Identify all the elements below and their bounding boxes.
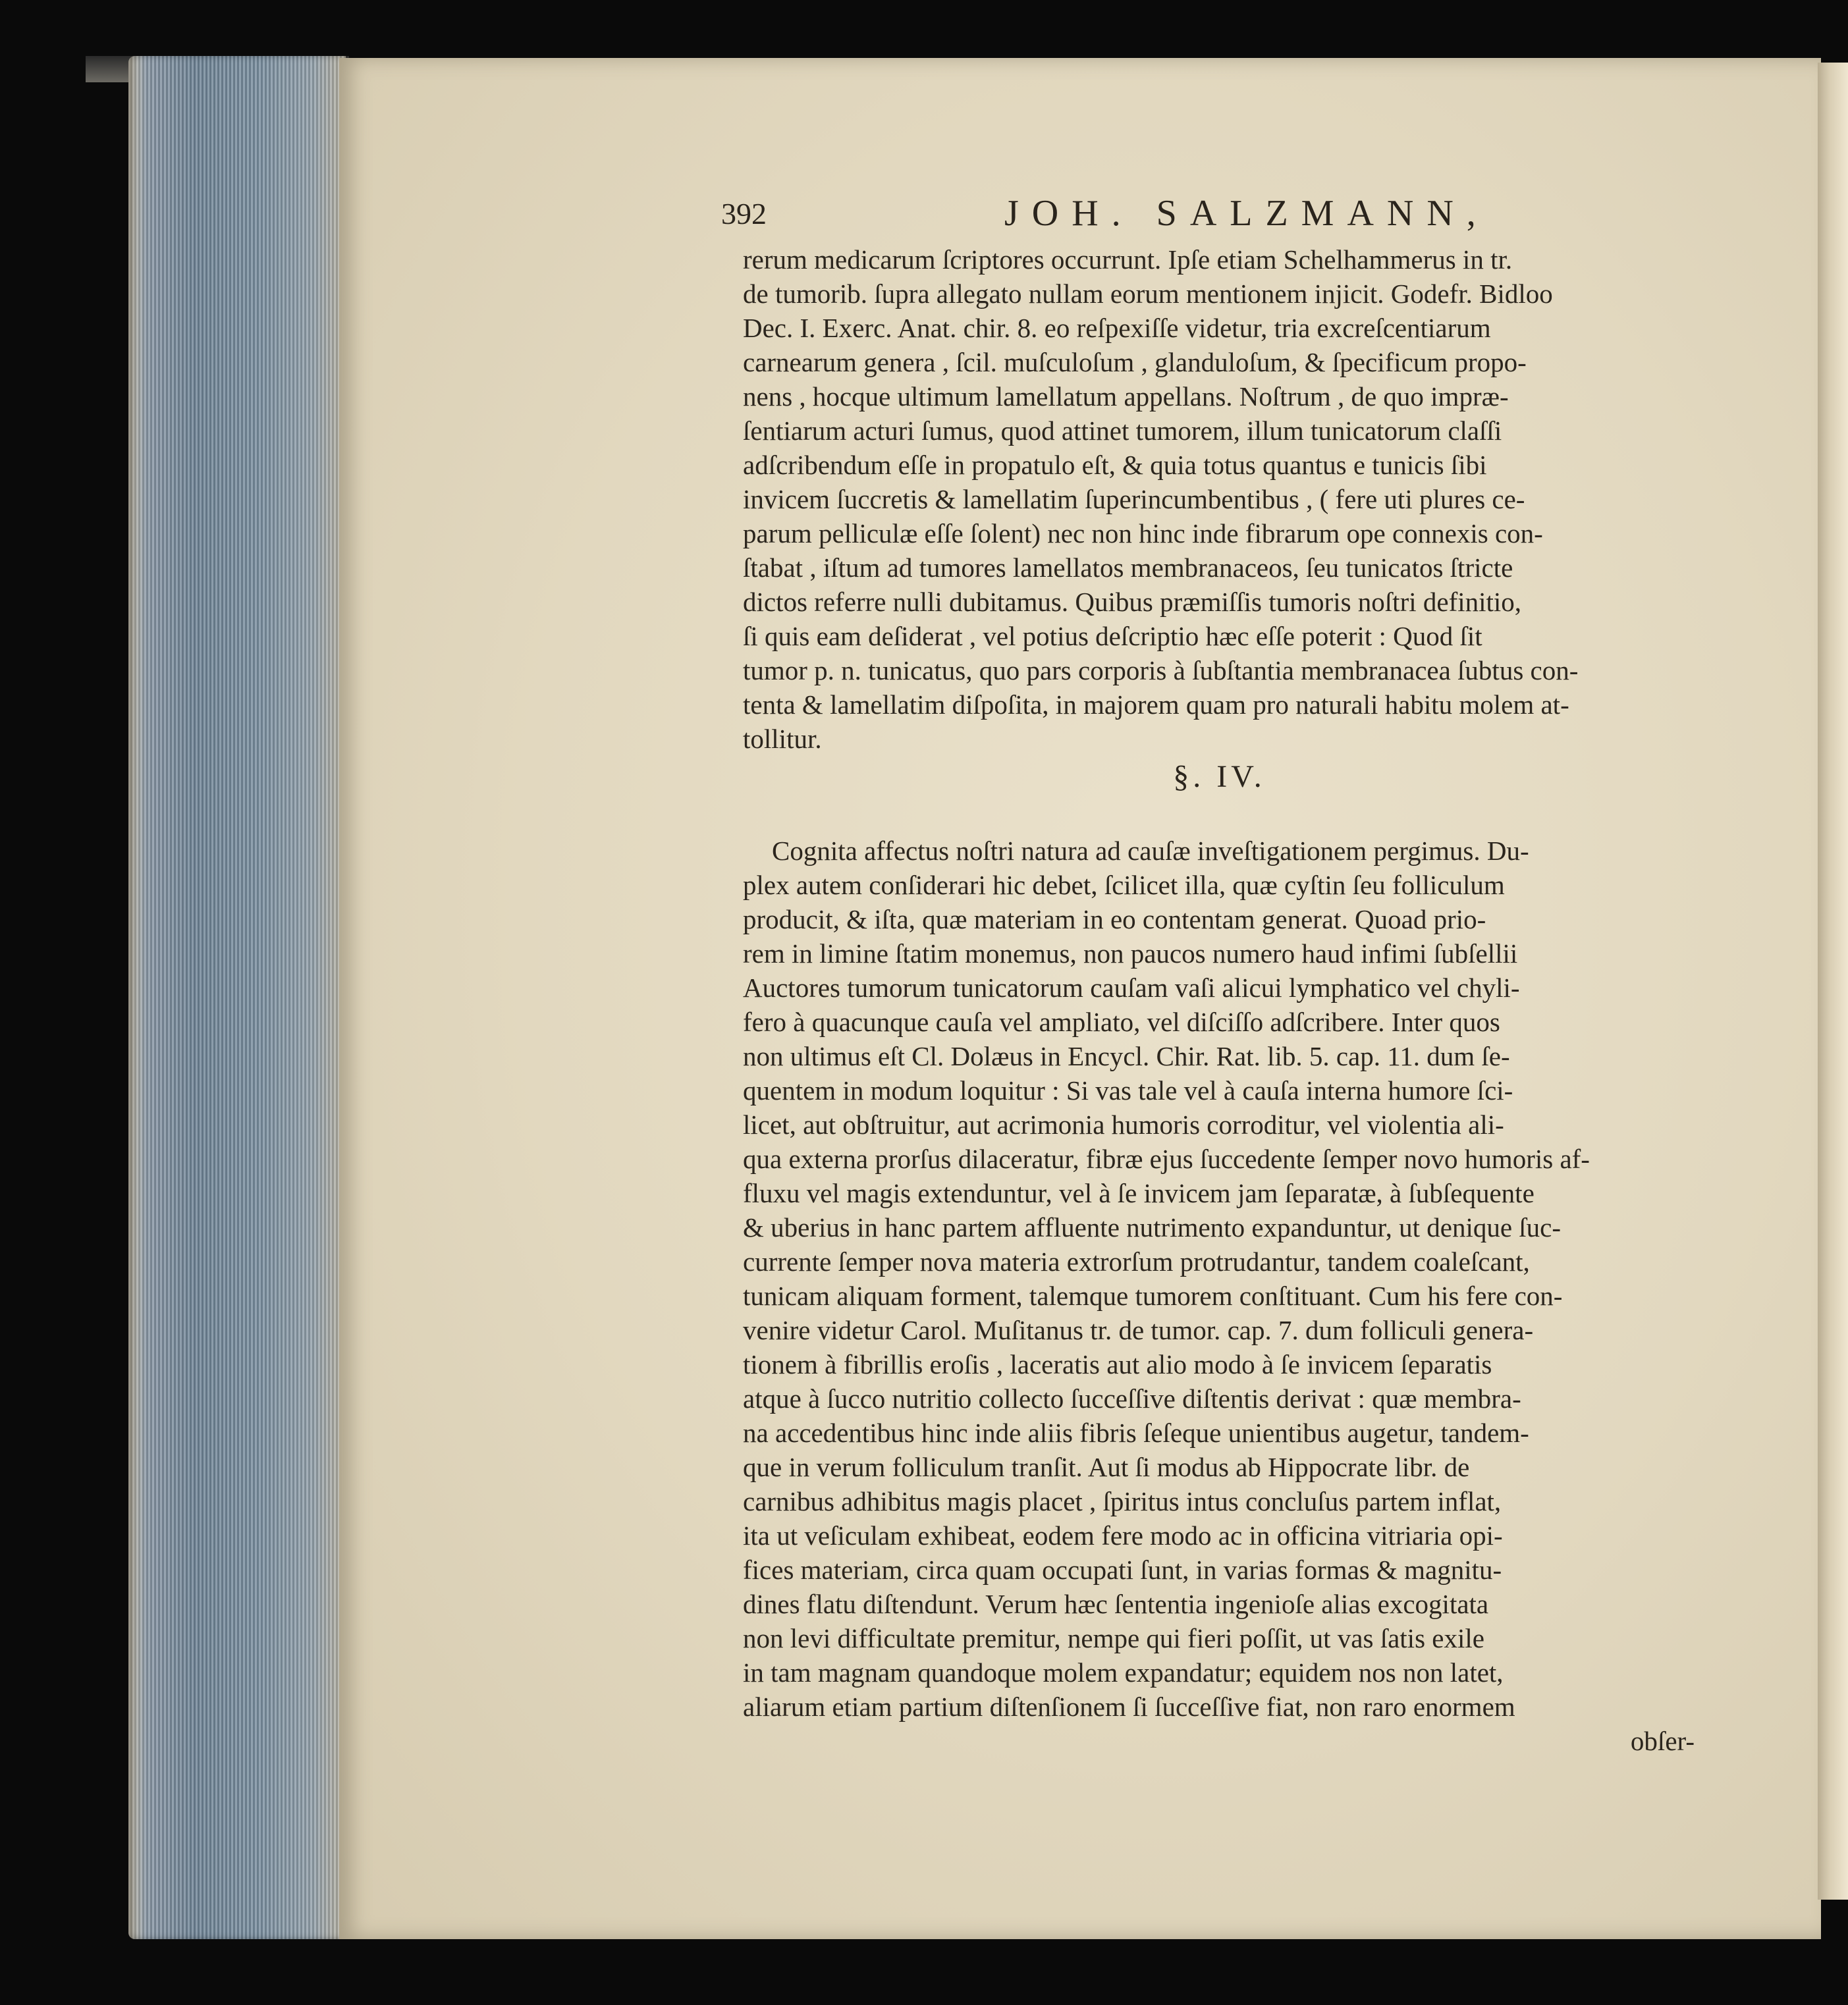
text-line: tenta & lamellatim diſpoſita, in majorem quam pro naturali habitu molem at- xyxy=(743,689,1569,720)
paragraph-1 xyxy=(743,242,1696,756)
text-line: in tam magnam quandoque molem expandatur; equidem nos non latet, xyxy=(743,1657,1504,1688)
text-line: que in verum folliculum tranſit. Aut ſi modus ab Hippocrate libr. de xyxy=(743,1452,1470,1482)
text-line: tumor p. n. tunicatus, quo pars corporis à ſubſtantia membranacea ſubtus con- xyxy=(743,655,1579,685)
text-line: non ultimus eſt Cl. Dolæus in Encycl. Chir. Rat. lib. 5. cap. 11. dum ſe- xyxy=(743,1041,1510,1071)
text-line: adſcribendum eſſe in propatulo eſt, & quia totus quantus e tunicis ſibi xyxy=(743,450,1487,480)
text-line: rerum medicarum ſcriptores occurrunt. Ipſe etiam Schelhammerus in tr. xyxy=(743,244,1513,275)
text-line: tunicam aliquam forment, talemque tumorem conſtituant. Cum his fere con- xyxy=(743,1281,1563,1311)
text-line: parum pelliculæ eſſe ſolent) nec non hinc inde fibrarum ope connexis con- xyxy=(743,518,1543,548)
paragraph-2 xyxy=(743,834,1696,1724)
text-line: quentem in modum loquitur : Si vas tale vel à cauſa interna humore ſci- xyxy=(743,1075,1513,1106)
body-text xyxy=(743,242,1696,1758)
page-header xyxy=(0,193,1848,242)
text-line: rem in limine ſtatim monemus, non paucos numero haud infimi ſubſellii xyxy=(743,938,1518,969)
text-line: Auctores tumorum tunicatorum cauſam vaſi alicui lymphatico vel chyli- xyxy=(743,973,1520,1003)
text-line: non levi difficultate premitur, nempe qui fieri poſſit, ut vas ſatis exile xyxy=(743,1623,1484,1653)
text-line: fluxu vel magis extenduntur, vel à ſe invicem jam ſeparatæ, à ſubſequente xyxy=(743,1178,1535,1208)
text-line: Dec. I. Exerc. Anat. chir. 8. eo reſpexiſſe videtur, tria excreſcentiarum xyxy=(743,313,1491,343)
text-line: carnearum genera , ſcil. muſculoſum , glanduloſum, & ſpecificum propo- xyxy=(743,347,1527,377)
text-line: invicem ſuccretis & lamellatim ſuperincumbentibus , ( fere uti plures ce- xyxy=(743,484,1525,514)
text-line: venire videtur Carol. Muſitanus tr. de tumor. cap. 7. dum folliculi genera- xyxy=(743,1315,1534,1345)
text-line: plex autem conſiderari hic debet, ſcilicet illa, quæ cyſtin ſeu folliculum xyxy=(743,870,1505,900)
text-line: nens , hocque ultimum lamellatum appellans. Noſtrum , de quo impræ- xyxy=(743,381,1509,412)
text-line: tionem à fibrillis eroſis , laceratis aut alio modo à ſe invicem ſeparatis xyxy=(743,1349,1492,1379)
section-heading: §. IV. xyxy=(1173,759,1266,794)
text-line: carnibus adhibitus magis placet , ſpiritus intus concluſus partem inflat, xyxy=(743,1486,1502,1516)
book-fore-edge xyxy=(128,56,346,1939)
text-line: ſtabat , iſtum ad tumores lamellatos membranaceos, ſeu tunicatos ſtricte xyxy=(743,552,1513,583)
text-line: licet, aut obſtruitur, aut acrimonia humoris corroditur, vel violentia ali- xyxy=(743,1109,1504,1140)
text-line: fices materiam, circa quam occupati ſunt, in varias formas & magnitu- xyxy=(743,1555,1502,1585)
page-number: 392 xyxy=(721,197,767,230)
text-line: de tumorib. ſupra allegato nullam eorum mentionem injicit. Godefr. Bidloo xyxy=(743,279,1553,309)
text-line: ita ut veſiculam exhibeat, eodem fere modo ac in officina vitriaria opi- xyxy=(743,1520,1503,1551)
catchword: obſer- xyxy=(1630,1726,1695,1756)
text-line: dictos referre nulli dubitamus. Quibus præmiſſis tumoris noſtri definitio, xyxy=(743,587,1522,617)
text-line: ſentiarum acturi ſumus, quod attinet tumorem, illum tunicatorum claſſi xyxy=(743,415,1502,446)
text-line: tollitur. xyxy=(743,724,822,754)
text-line: aliarum etiam partium diſtenſionem ſi ſucceſſive fiat, non raro enormem xyxy=(743,1692,1515,1722)
text-line: producit, & iſta, quæ materiam in eo contentam generat. Quoad prio- xyxy=(743,904,1486,934)
text-line: Cognita affectus noſtri natura ad cauſæ inveſtigationem pergimus. Du- xyxy=(772,836,1529,866)
text-line: & uberius in hanc partem affluente nutrimento expanduntur, ut denique ſuc- xyxy=(743,1212,1562,1243)
text-line: dines flatu diſtendunt. Verum hæc ſententia ingenioſe alias excogitata xyxy=(743,1589,1489,1619)
running-head: JOH. SALZMANN, xyxy=(1004,193,1489,234)
text-line: na accedentibus hinc inde aliis fibris ſeſeque unientibus augetur, tandem- xyxy=(743,1418,1529,1448)
text-line: fero à quacunque cauſa vel ampliato, vel diſciſſo adſcribere. Inter quos xyxy=(743,1007,1500,1037)
text-line: qua externa prorſus dilaceratur, fibræ ejus ſuccedente ſemper novo humoris af- xyxy=(743,1144,1590,1174)
facing-page-edge xyxy=(1818,63,1848,1900)
text-line: currente ſemper nova materia extrorſum protrudantur, tandem coaleſcant, xyxy=(743,1246,1530,1277)
text-line: ſi quis eam deſiderat , vel potius deſcriptio hæc eſſe poterit : Quod ſit xyxy=(743,621,1482,651)
text-line: atque à ſucco nutritio collecto ſucceſſive diſtentis derivat : quæ membra- xyxy=(743,1383,1521,1414)
